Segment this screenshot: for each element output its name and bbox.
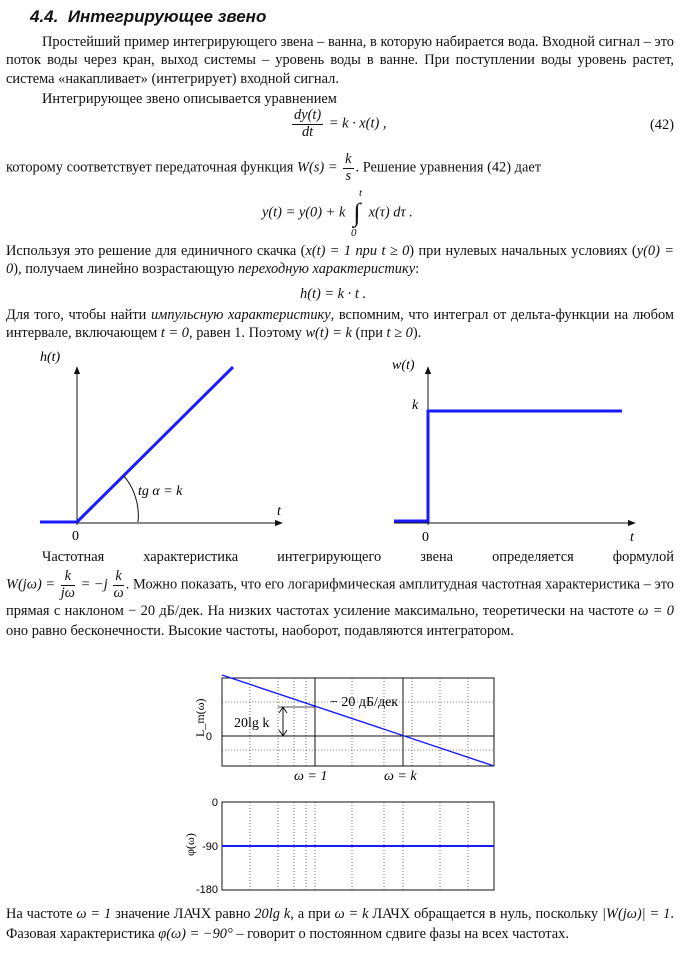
solution-lhs: y(t) = y(0) + k [262,204,346,221]
h-ylabel: h(t) [40,350,61,365]
integral-upper-limit: t [358,187,363,199]
freq-den2: ω [113,585,124,602]
solution-equation [262,187,413,239]
p7-a: На частоте [6,906,73,922]
p4-a: Используя это решение для единичного скачка ( [6,243,306,259]
mag-x1-label: ω = 1 [294,769,328,784]
paragraph-7 [6,904,674,945]
phase-ylabel: φ(ω) [183,833,197,856]
step-response-equation [300,285,366,303]
integral-sign: ∫ t 0 [350,187,363,239]
transfer-function-lhs: W(s) = [297,159,338,176]
paragraph-2: Интегрирующее звено описывается уравнением [42,91,337,107]
p4-c: ), получаем линейно возрастающую [13,261,235,278]
phase-tick-90: -90 [202,841,218,853]
p7-e: . Фазовая характеристика [6,906,674,943]
mag-ylabel: L_m(ω) [193,698,207,737]
equation-number: (42) [650,117,674,133]
p7-wk: ω = k [334,906,369,922]
p7-gain: 20lg k [254,906,291,922]
angle-arc [124,476,138,522]
freq-frac-2 [113,569,123,602]
paragraph-6 [6,548,674,641]
p6-c: оно равно бесконечности. Высокие частоты, наоборот, подавляются интегратором. [6,622,514,639]
freq-den1: jω [60,585,75,602]
h-xlabel: t [277,504,281,519]
p5-a: Для того, чтобы найти [6,307,147,323]
derivative-denominator: dt [301,123,314,140]
freq-lhs: W(jω) = [6,577,56,594]
equation-42-rhs: = k · x(t) , [328,115,387,132]
section-number: 4.4. [30,7,59,26]
step-response-plot [20,345,320,545]
mag-gain-label: 20lg k [234,716,270,731]
phase-tick-180: -180 [195,884,218,896]
p5-b: , вспомним, что интеграл от дельта-функции на любом интервале, включающем [6,307,674,342]
p4-zero: y(0) = 0 [6,243,674,278]
section-title: Интегрирующее звено [67,7,267,26]
p6-body [6,569,674,641]
p5-c: , равен 1. Поэтому [189,325,302,342]
p7-b: значение ЛАЧХ равно [115,906,251,922]
p5-d: (при [355,325,383,342]
mag-x2-label: ω = k [384,769,417,784]
section-heading [30,6,266,28]
paragraph-4: Используя это решение для единичного скачка (x(t) = 1 при t ≥ 0) при нулевых начальных условиях (y(0) = 0), получаем линейно возрастающую переходную характеристику: [6,243,674,278]
step-response: h(t) = k · t . [300,286,367,302]
equation-42 [290,108,386,141]
bode-phase-plot [183,797,510,898]
w-origin: 0 [422,530,429,545]
p7-d: ЛАЧХ обращается в нуль, поскольку [372,906,599,922]
w-step-line [394,411,622,521]
p4-term: переходную характеристику [237,261,416,278]
p4-b: ) при нулевых начальных условиях ( [409,243,637,259]
freq-num1: k [61,569,75,586]
paragraph-3 [6,152,674,185]
p6-a: Частотная характеристика интегрирующего звена определяется формулой [42,549,674,565]
p7-f: – говорит о постоянном сдвиге фазы на всех частотах. [236,926,569,943]
paragraph-1: Простейший пример интегрирующего звена – ванна, в которую набирается вода. Входной сигнал – это поток воды через кран, выход системы – уровень воды в ванне. При поступлении воды уровень растет, система «накапливает» (интегрирует) входной сигнал. [6,34,674,87]
h-origin: 0 [72,529,79,544]
derivative-fraction [292,108,323,141]
h-slope-label: tg α = k [138,484,183,499]
p7-w1: ω = 1 [76,906,112,922]
freq-num2: k [115,568,122,585]
p7-c: , а при [290,906,331,922]
w-xlabel: t [630,530,634,545]
integral-lower-limit: 0 [350,227,357,239]
p7-abs: |W(jω)| = 1 [602,906,671,922]
p5-cond: t ≥ 0 [386,325,413,342]
impulse-response-plot [380,345,660,545]
freq-frac-1 [61,569,75,602]
paragraph-3-text: которому соответствует передаточная функция [6,159,294,176]
w-ylabel: w(t) [392,358,415,373]
p6-w0: ω = 0 [638,603,675,620]
transfer-function-fraction [343,152,353,185]
mag-slope-label: − 20 дБ/дек [330,695,399,710]
phase-tick-0: 0 [211,797,218,809]
w-level-label: k [412,398,419,413]
freq-mid: = −j [80,577,108,594]
p5-t0: t = 0 [160,325,189,342]
mag-zero-tick: 0 [205,731,212,743]
solution-integrand: x(τ) dτ . [368,204,413,221]
paragraph-5 [6,306,674,343]
p4-cond: x(t) = 1 при t ≥ 0 [305,243,410,259]
tf-numerator: k [345,151,352,167]
p5-w: w(t) = k [305,325,352,342]
tf-denominator: s [345,167,352,184]
p5-term: импульсную характеристику [150,307,331,323]
p5-e: ). [412,325,422,342]
derivative-numerator: dy(t) [294,107,322,123]
p7-phi: φ(ω) = −90° [158,926,233,943]
bode-magnitude-plot [190,672,510,782]
p6-b: . Можно показать, что его логарифмическая амплитудная частотная характеристика – это прямая с наклоном − 20 дБ/дек. На низких частотах усиление максимально, теоретически на частоте [6,577,674,620]
paragraph-3-tail: . Решение уравнения (42) дает [355,159,542,176]
